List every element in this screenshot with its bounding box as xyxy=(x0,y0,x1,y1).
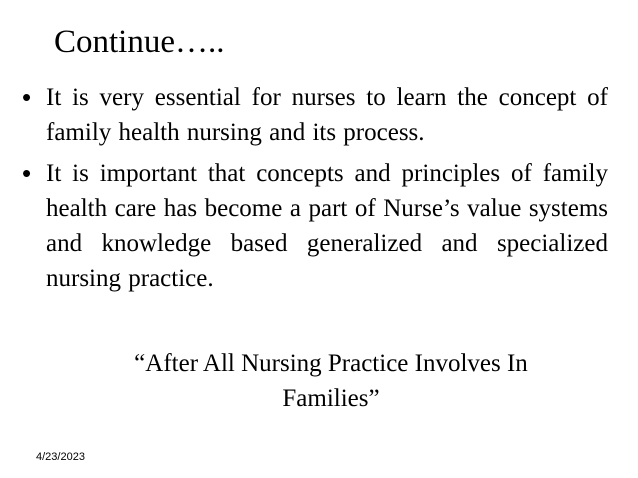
bullet-item xyxy=(22,80,608,150)
bullet-marker: • xyxy=(22,158,32,188)
bullet-marker: • xyxy=(22,82,32,112)
bullet-item xyxy=(22,156,608,296)
quote-line: Families” xyxy=(282,385,380,412)
closing-quote xyxy=(54,346,608,416)
bullet-text: It is very essential for nurses to learn the concept of family health nursing and its process. xyxy=(46,84,608,146)
slide-title: Continue….. xyxy=(54,24,225,60)
bullet-text: It is important that concepts and principles of family health care has become a part of Nurse’s value systems and knowledge based generalized and specialized nursing practice. xyxy=(46,160,608,292)
quote-line: “After All Nursing Practice Involves In xyxy=(134,350,528,377)
slide-date: 4/23/2023 xyxy=(36,451,85,463)
bullet-list xyxy=(22,80,608,302)
